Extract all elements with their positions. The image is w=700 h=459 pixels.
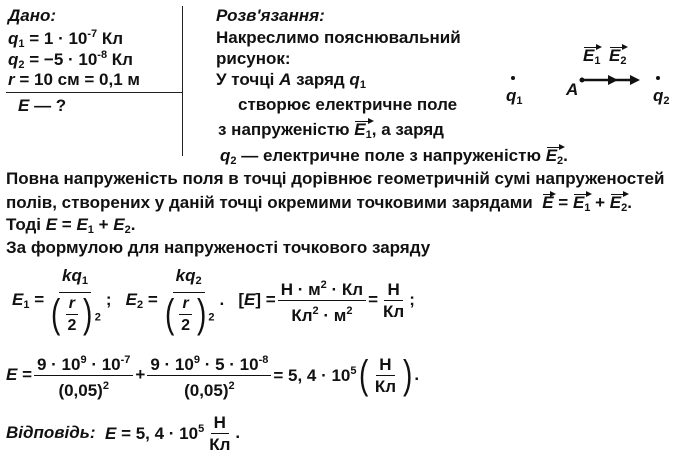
given-r: r = 10 см = 0,1 м: [8, 70, 140, 89]
solution-line-4: створює електричне поле: [238, 95, 458, 114]
solution-line-5: з напруженістю $E_1$, а заряд: [218, 120, 444, 141]
given-vertical-divider: [182, 6, 183, 156]
formula-e-calculation: E = $\frac{9 \cdot 10^9 \cdot 10^{-7}}{(0,05)^2}$ + $\frac{9 \cdot 10^9 \cdot 5 \cdot 10^{-8}}{(0,05)^2}$ = 5, $4 \cdot 10^5$ ( $\frac{Н}{Кл}$ ) .: [6, 350, 419, 400]
given-q2: $q_2 = -5 \cdot 10^{-8}$ Кл: [8, 49, 133, 71]
paragraph-4: За формулою для напруженості точкового заряду: [6, 238, 431, 257]
given-divider: [6, 92, 182, 93]
given-title: Дано:: [8, 6, 57, 25]
solution-title: Розв'язання:: [216, 6, 325, 25]
figure-e2-label: $E_2$: [609, 46, 627, 67]
answer: Відповідь: E = 5, $4 \cdot 10^5$ $\frac{Н}{Кл}$ .: [6, 412, 241, 454]
paragraph-3: Тоді $E = E_1 + E_2$.: [6, 215, 136, 236]
solution-line-2: рисунок:: [216, 49, 291, 68]
charge-q1-label: $q_1$: [506, 86, 523, 107]
given-find: E — ?: [18, 96, 67, 115]
solution-line-6: $q_2$ — електричне поле з напруженістю $E_2$.: [220, 146, 568, 167]
charge-q2-label: $q_2$: [653, 86, 670, 107]
field-arrows: [578, 74, 640, 86]
charge-q2-point: [656, 76, 660, 80]
figure-e1-label: $E_1$: [583, 46, 601, 67]
charge-q1-point: [511, 76, 515, 80]
answer-label: Відповідь:: [6, 423, 96, 442]
solution-line-3: У точці А заряд $q_1$: [216, 70, 366, 91]
solution-line-1: Накреслимо пояснювальний: [216, 28, 461, 47]
paragraph-2: полів, створених у даній точці окремими точковими зарядами $E = E_1 + E_2$.: [6, 193, 632, 214]
formula-e1: $E_1$ = $kq_1$ ( $\frac{r}{2}$ ) $^2$ ; $E_2$ = $kq_2$ ( $\frac{r}{2}$ ) $^2$ . [E] = $\frac{Н \cdot м^2 \cdot Кл}{Кл^2 \cdot м^2}$ = $\frac{Н}{Кл}$ ;: [12, 265, 415, 336]
given-q1: $q_1 = 1 \cdot 10^{-7}$ Кл: [8, 28, 124, 50]
point-a-label: A: [566, 80, 579, 99]
paragraph-1: Повна напруженість поля в точці дорівнює геометричній сумі напруженостей: [6, 169, 665, 188]
